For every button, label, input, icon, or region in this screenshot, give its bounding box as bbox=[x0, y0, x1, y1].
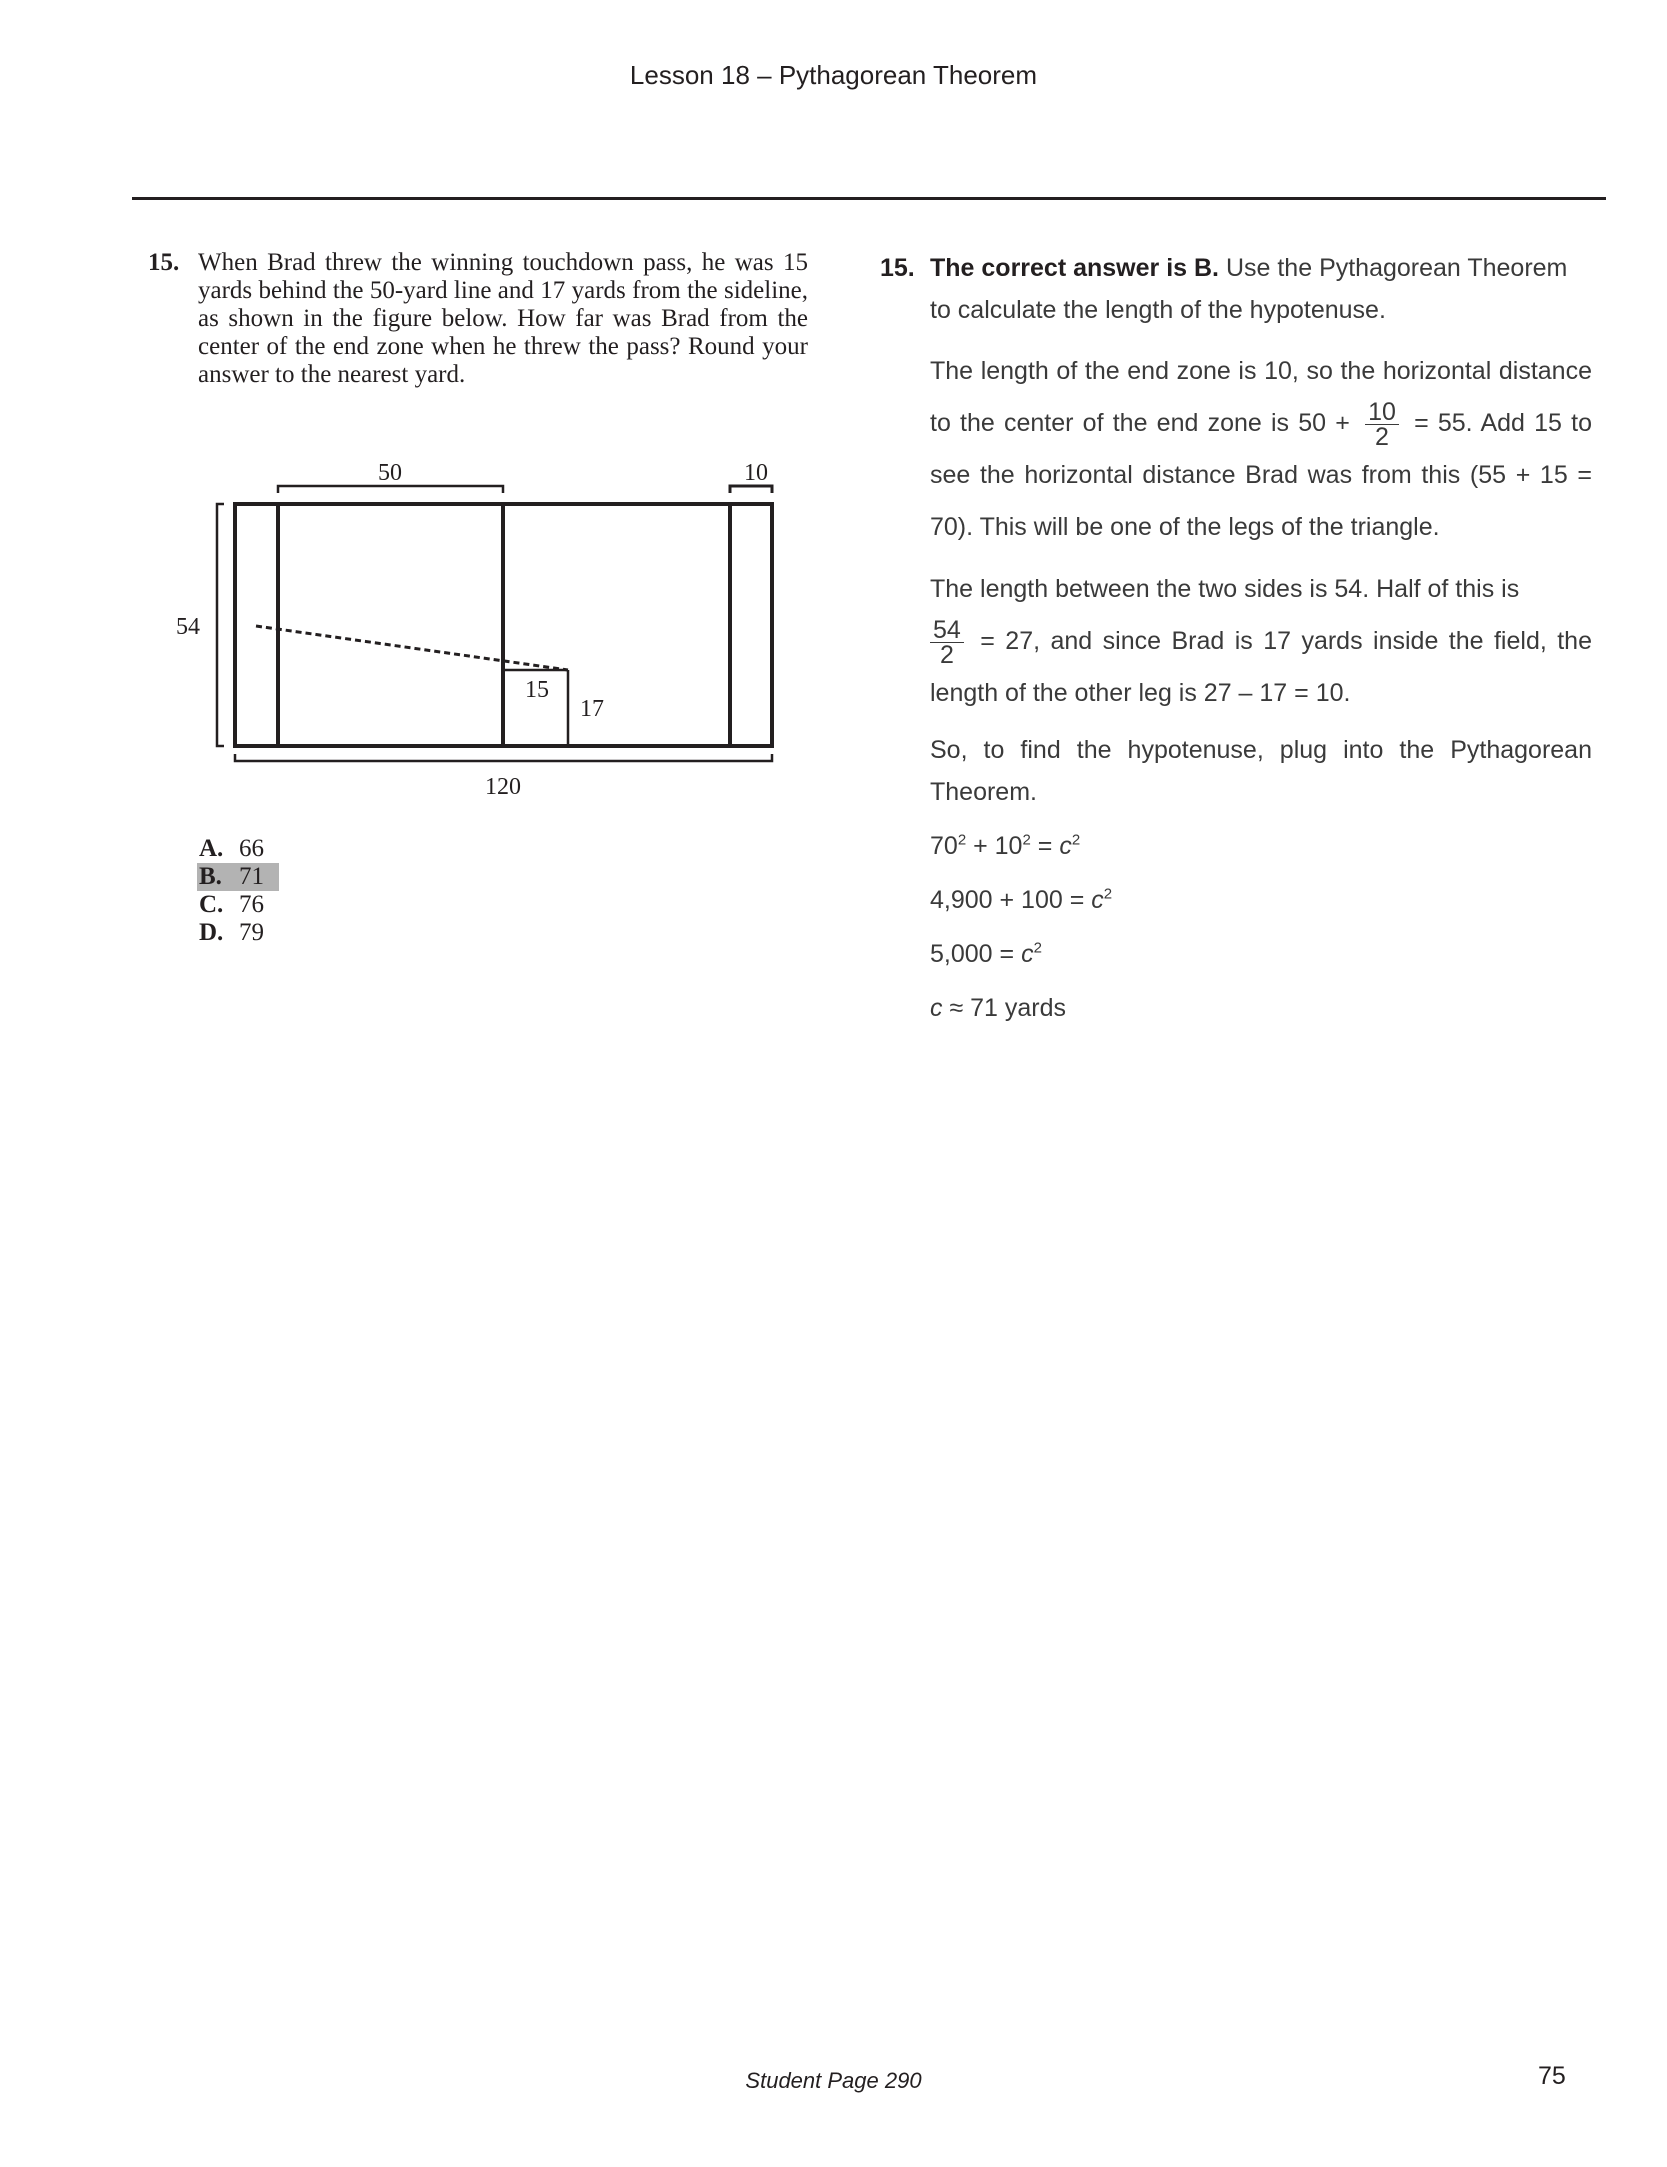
bracket-50 bbox=[278, 486, 503, 493]
bracket-120 bbox=[235, 754, 772, 761]
label-15: 15 bbox=[525, 677, 549, 703]
eq2-a: 4,900 + 100 = bbox=[930, 886, 1092, 914]
pass-line bbox=[256, 626, 568, 670]
label-120: 120 bbox=[485, 774, 521, 800]
p1-text-b: = 55. Add 15 to see the horizontal distance Brad was from this (55 + 15 = 70). This will be one of the legs of the triangle. bbox=[930, 409, 1592, 541]
answer-explanation bbox=[880, 247, 1592, 1035]
choice-a[interactable] bbox=[197, 835, 279, 863]
equation-3 bbox=[930, 927, 1592, 981]
p2-text-a: The length between the two sides is 54. Half of this is bbox=[930, 575, 1520, 603]
eq2-var: c bbox=[1091, 886, 1104, 914]
frac-numerator: 54 bbox=[930, 618, 964, 643]
football-field-figure bbox=[160, 448, 800, 823]
question-number: 15. bbox=[148, 249, 180, 276]
frac-denominator: 2 bbox=[1375, 422, 1389, 451]
eq1-var: c bbox=[1059, 832, 1072, 860]
answer-paragraph-1 bbox=[930, 345, 1592, 553]
question-block bbox=[148, 249, 808, 389]
choice-d[interactable] bbox=[197, 919, 279, 947]
eq3-exp: 2 bbox=[1033, 939, 1042, 957]
eq3-var: c bbox=[1021, 940, 1034, 968]
choice-letter: A. bbox=[199, 835, 224, 862]
eq3-a: 5,000 = bbox=[930, 940, 1022, 968]
eq4-rest: ≈ 71 yards bbox=[942, 994, 1066, 1022]
answer-intro bbox=[880, 247, 1592, 331]
label-54: 54 bbox=[176, 614, 200, 640]
answer-lead: The correct answer is B. bbox=[930, 254, 1220, 282]
fraction-10-over-2 bbox=[1365, 397, 1399, 451]
answer-lead-rest: Use the Pythagorean Theorem to calculate the length of the hypotenuse. bbox=[930, 254, 1568, 324]
eq1-exp: 2 bbox=[1071, 831, 1081, 849]
choice-value: 76 bbox=[239, 891, 264, 918]
field-diagram bbox=[160, 448, 800, 818]
bracket-54 bbox=[217, 504, 224, 746]
choice-value: 71 bbox=[239, 863, 264, 890]
choice-letter: B. bbox=[199, 863, 222, 890]
equation-2 bbox=[930, 873, 1592, 927]
header-rule bbox=[132, 197, 1606, 200]
label-50: 50 bbox=[378, 460, 402, 486]
choice-letter: C. bbox=[199, 891, 224, 918]
bracket-10 bbox=[730, 486, 772, 493]
eq2-exp: 2 bbox=[1103, 885, 1113, 903]
eq1-b: + 10 bbox=[966, 832, 1023, 860]
eq4-var: c bbox=[930, 994, 943, 1022]
answer-choices bbox=[197, 835, 279, 947]
eq1-c: = bbox=[1030, 832, 1060, 860]
answer-number: 15. bbox=[880, 254, 915, 282]
label-17: 17 bbox=[580, 696, 604, 722]
eq1-a: 70 bbox=[930, 832, 958, 860]
choice-value: 66 bbox=[239, 835, 264, 862]
student-page-label: Student Page 290 bbox=[745, 2068, 922, 2093]
fraction-54-over-2 bbox=[930, 615, 964, 669]
equation-1: $70^2 + 10^2 = c^2$ bbox=[930, 831, 1081, 860]
choice-letter: D. bbox=[199, 919, 224, 946]
p2-text-b: = 27, and since Brad is 17 yards inside the field, the length of the other leg is 27 – 17 = 10. bbox=[930, 627, 1592, 707]
equation-4 bbox=[930, 981, 1592, 1035]
choice-b[interactable] bbox=[197, 863, 279, 891]
question-text: When Brad threw the winning touchdown pass, he was 15 yards behind the 50-yard line and 17 yards from the sideline, as shown in the figure below. How far was Brad from the center of the end zone when he threw the pass? Round your answer to the nearest yard. bbox=[198, 249, 808, 388]
answer-paragraph-2 bbox=[930, 563, 1592, 719]
frac-numerator: 10 bbox=[1365, 400, 1399, 425]
choice-value: 79 bbox=[239, 919, 264, 946]
answer-paragraph-3: So, to find the hypotenuse, plug into the Pythagorean Theorem. bbox=[930, 736, 1592, 806]
page-header: Lesson 18 – Pythagorean Theorem bbox=[629, 60, 1038, 90]
frac-denominator: 2 bbox=[939, 640, 954, 669]
choice-c[interactable] bbox=[197, 891, 279, 919]
p1-text-a: The length of the end zone is 10, so the horizontal distance to the center of the end zone is 50 + bbox=[930, 357, 1592, 437]
page-number: 75 bbox=[1538, 2062, 1566, 2090]
label-10: 10 bbox=[744, 460, 768, 486]
